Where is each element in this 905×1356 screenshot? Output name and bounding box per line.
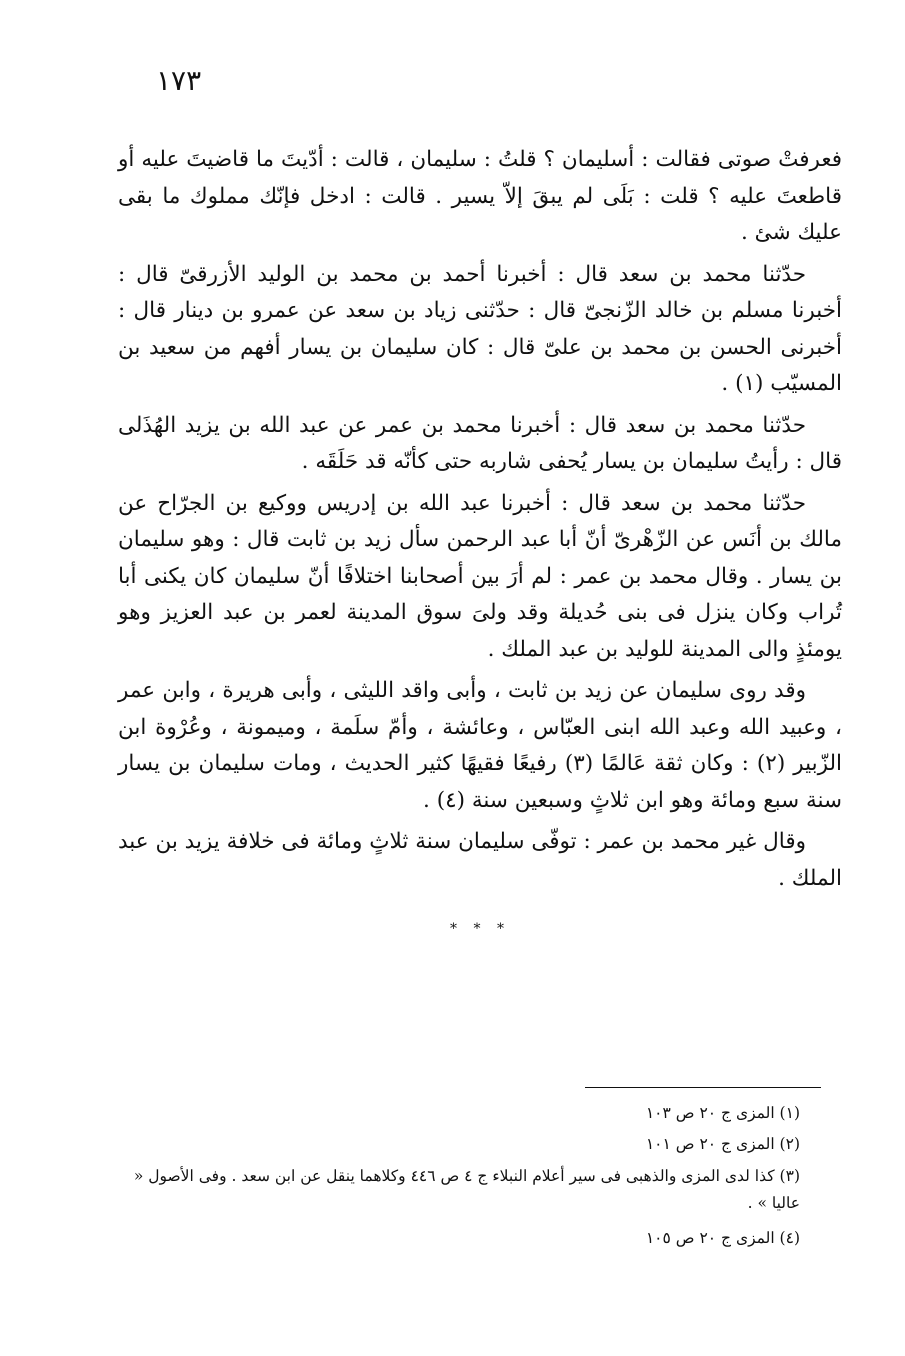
paragraph: حدّثنا محمد بن سعد قال : أخبرنا محمد بن عمر عن عبد الله بن يزيد الهُذَلى قال : رأيتُ سليمان بن يسار يُحفى شاربه حتى كأنّه قد حَلَقَه . xyxy=(118,412,842,474)
paragraph: وقال غير محمد بن عمر : توفّى سليمان سنة ثلاثٍ ومائة فى خلافة يزيد بن عبد الملك . xyxy=(118,829,842,891)
paragraph: وقد روى سليمان عن زيد بن ثابت ، وأبى واقد الليثى ، وأبى هريرة ، وابن عمر ، وعبيد الله وعبد الله ابنى العبّاس ، وعائشة ، وأمّ سلَمة ، وميمونة ، وعُرْوة ابن الزّبير (٢) : وكان ثقة عَالمًا (٣) رفيعًا فقيهًا كثير الحديث ، ومات سليمان بن يسار سنة سبع ومائة وهو ابن ثلاثٍ وسبعين سنة (٤) . xyxy=(118,678,842,813)
page-number: ١٧٣ xyxy=(156,64,202,97)
main-text xyxy=(118,142,842,948)
paragraph: حدّثنا محمد بن سعد قال : أخبرنا عبد الله بن إدريس ووكيع بن الجرّاح عن مالك بن أنَس عن الزّهْرىّ أنّ أبا عبد الرحمن سأل زيد بن ثابت قال : وهو سليمان بن يسار . وقال محمد بن عمر : لم أرَ بين أصحابنا اختلافًا أنّ سليمان كان يكنى أبا تُراب وكان ينزل فى بنى حُديلة وقد ولىَ سوق المدينة لعمر بن عبد العزيز وهو يومئذٍ والى المدينة للوليد بن عبد الملك . xyxy=(118,490,842,662)
section-separator: * * * xyxy=(450,921,510,937)
footnote-divider xyxy=(585,1087,821,1088)
paragraph: فعرفتْ صوتى فقالت : أسليمان ؟ قلتُ : سليمان ، قالت : أدّيتَ ما قاضيتَ عليه أو قاطعتَ عليه ؟ قلت : بَلَى لم يبقَ إلاّ يسير . قالت : ادخل فإنّك مملوك ما بقى عليك شئ . xyxy=(118,147,842,245)
paragraph: حدّثنا محمد بن سعد قال : أخبرنا أحمد بن محمد بن الوليد الأزرقىّ قال : أخبرنا مسلم بن خالد الزّنجىّ قال : حدّثنى زياد بن سعد عن عمرو بن دينار قال : أخبرنى الحسن بن محمد بن علىّ قال : كان سليمان بن يسار أفهم من سعيد بن المسيّب (١) . xyxy=(118,261,842,396)
footnote: (١) المزى ج ٢٠ ص ١٠٣ xyxy=(645,1104,800,1122)
footnote: (٤) المزى ج ٢٠ ص ١٠٥ xyxy=(645,1229,800,1247)
footnote: (٢) المزى ج ٢٠ ص ١٠١ xyxy=(645,1135,800,1153)
footnotes xyxy=(118,1098,842,1254)
footnote: (٣) كذا لدى المزى والذهبى فى سير أعلام النبلاء ج ٤ ص ٤٤٦ وكلاهما ينقل عن ابن سعد . وفى الأصول « عاليا » . xyxy=(133,1167,800,1212)
